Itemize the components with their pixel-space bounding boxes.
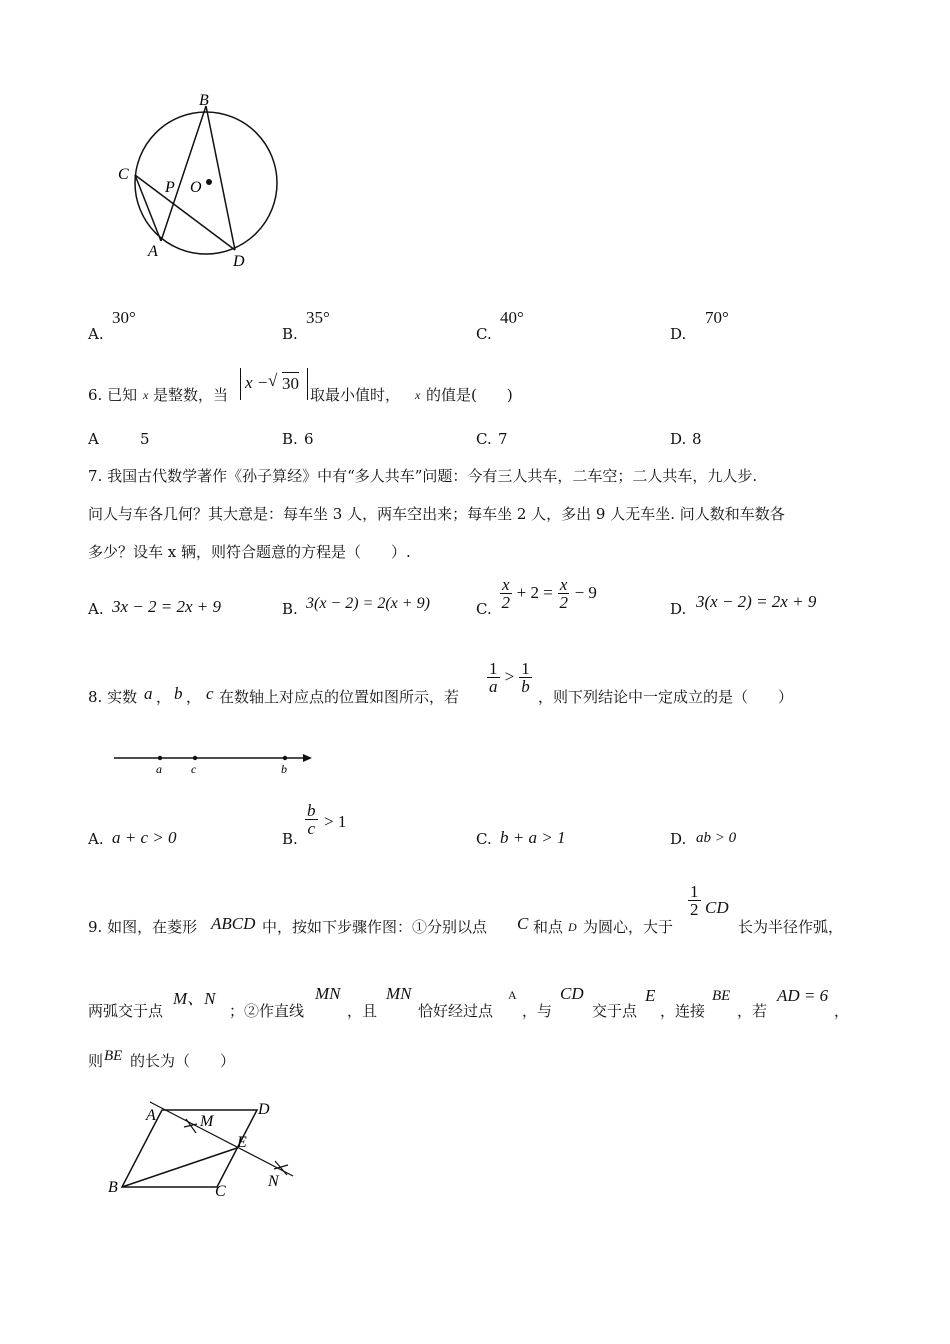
fig9-label-A: A — [146, 1107, 156, 1124]
label-O: O — [190, 179, 202, 196]
fig9-label-B: B — [108, 1179, 118, 1196]
fig9-label-D: D — [258, 1101, 270, 1118]
label-D: D — [233, 253, 245, 270]
axis-label-a: a — [156, 762, 162, 776]
fig9-label-N: N — [268, 1173, 279, 1190]
fig9-label-M: M — [200, 1113, 214, 1130]
label-P: P — [165, 179, 175, 196]
rhombus-figure — [100, 1092, 310, 1207]
label-C: C — [118, 166, 129, 183]
label-B: B — [199, 92, 209, 109]
label-A: A — [148, 243, 158, 260]
q7-option-c-expr: $\frac{x}{2}$ + 2 = $\frac{x}{2}$ − 9 — [501, 575, 597, 612]
q8-inequality: $\frac{1}{a}$ > $\frac{1}{b}$ — [489, 659, 530, 696]
fig9-label-C: C — [215, 1183, 226, 1200]
fig9-label-E: E — [237, 1134, 247, 1151]
axis-label-c: c — [191, 762, 197, 776]
q8-option-b-expr: $\frac{b}{c}$ — [307, 801, 316, 838]
q9-half-frac: $\frac{1}{2}$ — [690, 882, 699, 919]
axis-label-b: b — [281, 762, 287, 776]
sqrt-sign: √ — [268, 371, 278, 390]
circle-figure — [110, 85, 300, 275]
number-line — [110, 748, 320, 778]
